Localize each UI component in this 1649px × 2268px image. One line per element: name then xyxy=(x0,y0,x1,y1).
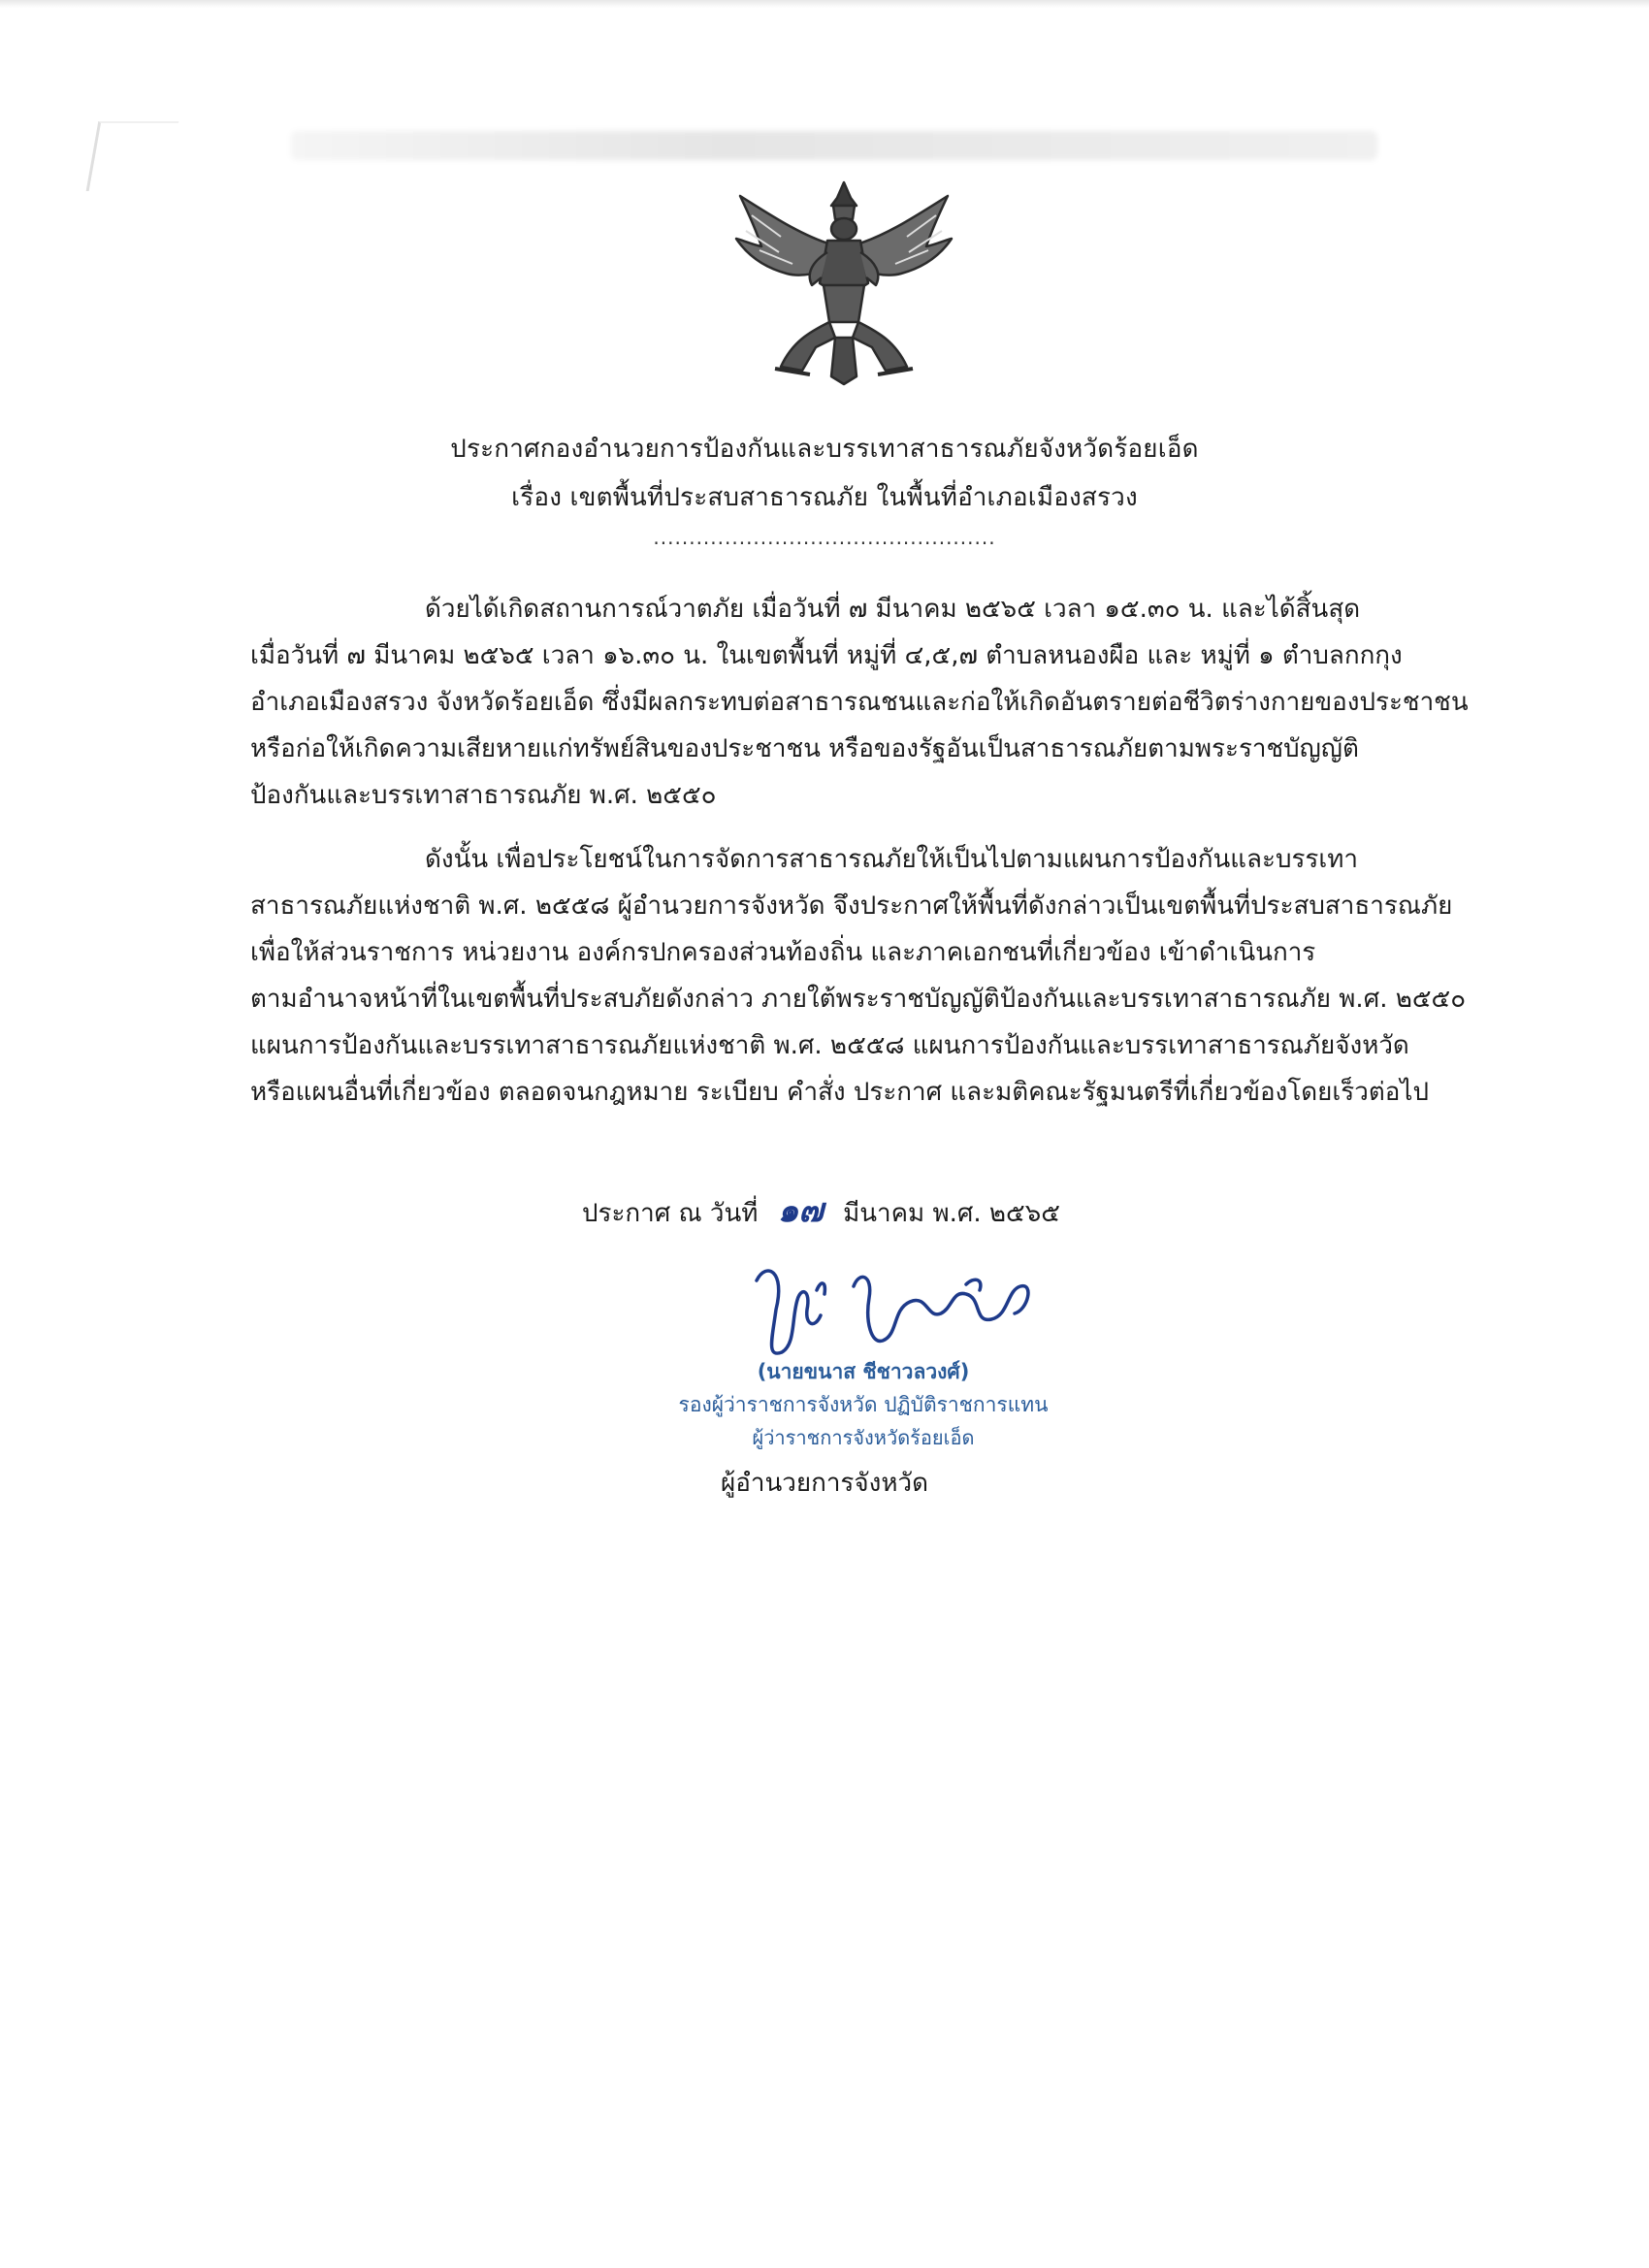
bleed-through-text xyxy=(291,131,1377,160)
paragraph1-line: ด้วยได้เกิดสถานการณ์วาตภัย เมื่อวันที่ ๗ มีนาคม ๒๕๖๕ เวลา ๑๕.๓๐ น. และได้สิ้นสุด xyxy=(425,595,1361,624)
signing-day: ๑๗ xyxy=(777,1191,824,1230)
paragraph2-line: หรือแผนอื่นที่เกี่ยวข้อง ตลอดจนกฎหมาย ระเบียบ คำสั่ง ประกาศ และมติคณะรัฐมนตรีที่เกี่ยวข้องโดยเร็วต่อไป xyxy=(250,1078,1429,1107)
paragraph2-line: ตามอำนาจหน้าที่ในเขตพื้นที่ประสบภัยดังกล่าว ภายใต้พระราชบัญญัติป้องกันและบรรเทาสาธารณภัย พ.ศ. ๒๕๕๐ xyxy=(250,985,1467,1014)
signing-prefix: ประกาศ ณ วันที่ xyxy=(582,1199,759,1228)
paragraph2-line: แผนการป้องกันและบรรเทาสาธารณภัยแห่งชาติ พ.ศ. ๒๕๕๘ แผนการป้องกันและบรรเทาสาธารณภัยจังหวัด xyxy=(250,1031,1409,1060)
paragraph1-line: หรือก่อให้เกิดความเสียหายแก่ทรัพย์สินของประชาชน หรือของรัฐอันเป็นสาธารณภัยตามพระราชบัญญัติ xyxy=(250,734,1359,763)
signer-name: (นายขนาส ชีชาวลวงศ์) xyxy=(757,1360,970,1383)
paragraph1-line: ป้องกันและบรรเทาสาธารณภัย พ.ศ. ๒๕๕๐ xyxy=(250,781,717,810)
separator-line: ................................................ xyxy=(653,526,996,549)
bleed-through-mark xyxy=(86,121,179,191)
paragraph1-line: อำเภอเมืองสรวง จังหวัดร้อยเอ็ด ซึ่งมีผลกระทบต่อสาธารณชนและก่อให้เกิดอันตรายต่อชีวิตร่างกายของประชาชน xyxy=(250,688,1469,717)
paragraph2-line: เพื่อให้ส่วนราชการ หน่วยงาน องค์กรปกครองส่วนท้องถิ่น และภาคเอกชนที่เกี่ยวข้อง เข้าดำเนินการ xyxy=(250,938,1316,967)
paragraph1-line: เมื่อวันที่ ๗ มีนาคม ๒๕๖๕ เวลา ๑๖.๓๐ น. ในเขตพื้นที่ หมู่ที่ ๔,๕,๗ ตำบลหนองผือ และ หมู่ที่ ๑ ตำบลกกกุง xyxy=(250,641,1403,670)
announcement-subject: เรื่อง เขตพื้นที่ประสบสาธารณภัย ในพื้นที่อำเภอเมืองสรวง xyxy=(511,483,1138,512)
scan-edge xyxy=(0,0,1649,8)
director-title: ผู้อำนวยการจังหวัด xyxy=(721,1469,928,1498)
paragraph2-line: ดังนั้น เพื่อประโยชน์ในการจัดการสาธารณภัยให้เป็นไปตามแผนการป้องกันและบรรเทา xyxy=(425,845,1358,874)
garuda-emblem-icon xyxy=(723,177,965,390)
signer-position-2: ผู้ว่าราชการจังหวัดร้อยเอ็ด xyxy=(752,1426,975,1449)
paragraph2-line: สาธารณภัยแห่งชาติ พ.ศ. ๒๕๕๘ ผู้อำนวยการจังหวัด จึงประกาศให้พื้นที่ดังกล่าวเป็นเขตพื้นที่ประสบสาธารณภัย xyxy=(250,891,1453,921)
announcement-title: ประกาศกองอำนวยการป้องกันและบรรเทาสาธารณภัยจังหวัดร้อยเอ็ด xyxy=(450,435,1199,464)
signing-suffix: มีนาคม พ.ศ. ๒๕๖๕ xyxy=(843,1199,1060,1228)
signer-position: รองผู้ว่าราชการจังหวัด ปฏิบัติราชการแทน xyxy=(678,1393,1049,1416)
signing-date xyxy=(582,1183,1060,1236)
